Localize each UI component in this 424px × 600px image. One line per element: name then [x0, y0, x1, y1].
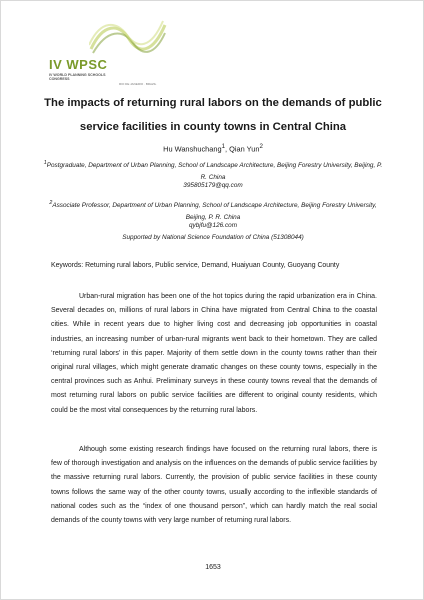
logo-subtitle: IV WORLD PLANNING SCHOOLS CONGRESS [49, 73, 106, 82]
conference-logo [49, 19, 169, 86]
author-1: Hu Wanshuchang [163, 144, 222, 154]
author-1-sup: 1 [221, 143, 226, 150]
author-2: Qian Yun [229, 144, 260, 154]
author-separator: , [225, 144, 230, 154]
funding-note: Supported by National Science Foundation of China (51308044) [122, 234, 304, 241]
email-1: 395805179@qq.com [183, 182, 243, 189]
affiliation-1 [41, 157, 385, 184]
logo-title: IV WPSC [49, 57, 108, 72]
page-number: 1653 [205, 564, 221, 571]
logo-small-text: RIO DE JANEIRO · BRAZIL [119, 82, 157, 86]
paper-title: The impacts of returning rural labors on the demands of public service facilities in county towns in Central China [44, 97, 382, 133]
affiliation-2-text: Associate Professor, Department of Urban Planning, School of Landscape Architecture, Beijing Forestry University, Beijing, P. R. China [52, 202, 377, 222]
wave-logo-icon [89, 19, 167, 57]
body-paragraph-2: Although some existing research findings have focused on the returning rural labors, there is few of thorough investigation and analysis on the influences on the demands of public service facilities by the massive returning rural labors. Currently, the provision of public service facilities in these county towns follows the same way of the other county towns, usually according to the inflexible standards of national codes such as the “index of one thousand person”, which can hardly match the real social demands of the county towns with very large number of returning rural labors. [51, 446, 377, 525]
body-paragraph-1: Urban-rural migration has been one of the hot topics during the rapid urbanization era in China. Several decades on, millions of rural labors in China have migrated from Central China to the coastal cities. While in recent years due to higher living cost and decreasing job opportunities in coastal industries, an increasing number of urban-rural migrants went back to their hometown. They are called ‘returning rural labors’ in this paper. Majority of them settle down in the county towns rather than their original rural villages, which might generate dramatic changes on these county towns, especially in the central provinces such as Anhui. Preliminary surveys in these county towns reveal that the demands of most returning rural labors on public service facilities are different to original county residents, which could be the most vital consequences by the returning rural labors. [51, 293, 377, 414]
affiliation-1-sup: 1 [43, 160, 47, 166]
affiliation-1-text: Postgraduate, Department of Urban Planning, School of Landscape Architecture, Beijing Forestry University, Beijing, P. R. China [46, 162, 383, 182]
email-2: qybjfu@126.com [188, 222, 238, 229]
author-line [41, 143, 385, 153]
keywords: Keywords: Returning rural labors, Public service, Demand, Huaiyuan County, Guoyang County [51, 262, 340, 269]
affiliation-2-sup: 2 [49, 200, 53, 206]
author-2-sup: 2 [259, 143, 263, 150]
affiliation-2 [41, 197, 385, 224]
